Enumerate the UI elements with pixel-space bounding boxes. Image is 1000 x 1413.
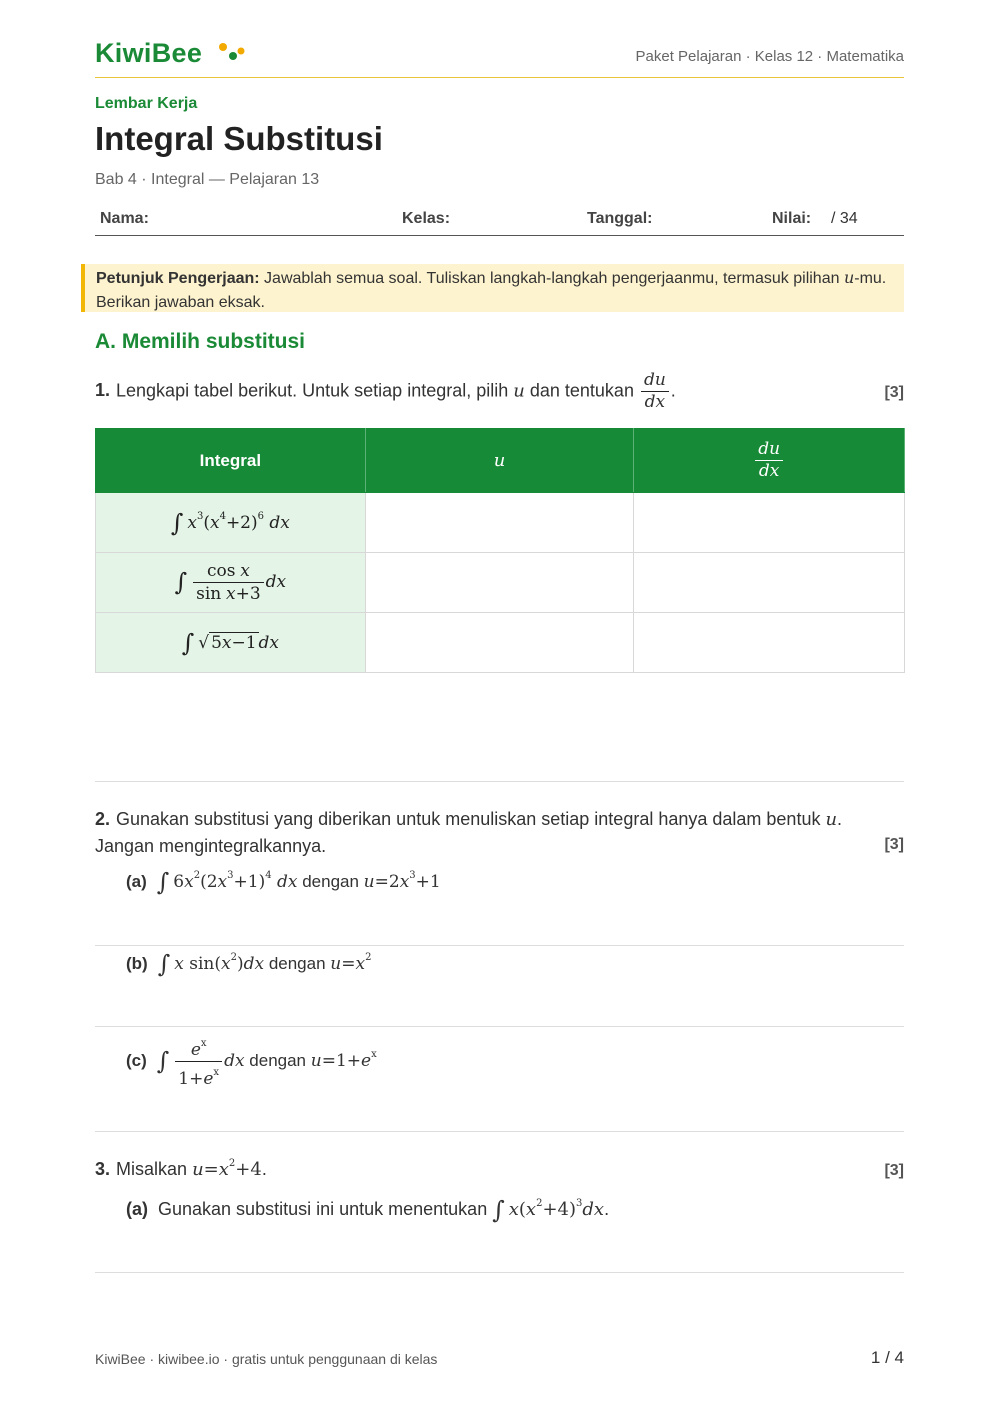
question-1-text-b: dan tentukan <box>524 380 639 401</box>
instructions-heading: Petunjuk Pengerjaan: <box>96 270 260 287</box>
instructions-text-b: -mu. Berikan jawaban eksak. <box>96 270 887 311</box>
question-2-text-b: Jangan mengintegralkannya. <box>95 836 327 856</box>
question-1-marks: [3] <box>884 384 904 401</box>
instructions-text-a: Jawablah semua soal. Tuliskan langkah-langkah pengerjaanmu, termasuk pilihan <box>259 270 844 287</box>
integral-cell: ∫ $\frac{\text{cos x}}{\text{sin x+3}}$ dx <box>96 553 366 613</box>
u-answer-cell[interactable] <box>365 613 634 673</box>
question-1-number: 1. <box>95 380 111 401</box>
breadcrumb: Paket Pelajaran · Kelas 12 · Matematika <box>635 48 904 65</box>
dudx-answer-cell[interactable] <box>634 553 905 613</box>
question-3-text: Misalkan <box>116 1159 188 1179</box>
u-answer-cell[interactable] <box>365 553 634 613</box>
section-a-title: A. Memilih substitusi <box>95 330 306 353</box>
question-3: 3. Misalkan $u=x^2+4$. <box>95 1158 267 1180</box>
bee-dots-icon <box>217 42 245 64</box>
question-1: 1. Lengkapi tabel berikut. Untuk setiap integral, pilih u dan tentukan $\frac{du}{dx}$ . <box>95 370 676 412</box>
page-title: Integral Substitusi <box>95 120 383 157</box>
question-2: 2. Gunakan substitusi yang diberikan untuk menuliskan setiap integral hanya dalam bentuk u. Jangan mengintegralkannya. <box>95 809 843 856</box>
question-1-var: u <box>513 380 525 402</box>
doc-kicker: Lembar Kerja <box>95 95 198 112</box>
divider <box>95 781 904 782</box>
divider <box>95 1026 904 1027</box>
table-row <box>96 493 905 553</box>
col-header-integral: Integral <box>96 429 366 493</box>
doc-subtitle: Bab 4 · Integral — Pelajaran 13 <box>95 171 320 188</box>
question-3a: (a) Gunakan substitusi ini untuk menentukan ∫ $x(x^2+4)^3dx$. <box>126 1196 610 1224</box>
question-3-number: 3. <box>95 1159 111 1179</box>
du-dx-fraction: $\frac{du}{dx}$ <box>641 370 669 413</box>
question-2-text: Gunakan substitusi yang diberikan untuk menuliskan setiap integral hanya dalam bentuk <box>116 809 826 829</box>
footer-credit: KiwiBee · kiwibee.io · gratis untuk penggunaan di kelas <box>95 1351 438 1367</box>
page-header <box>95 36 904 78</box>
student-info-row <box>95 200 904 236</box>
col-header-u: u <box>365 429 634 493</box>
instructions-var: u <box>843 268 855 287</box>
divider <box>95 1272 904 1273</box>
question-2a: (a) ∫ $6x^2(2x^3+1)^4$ dx dengan $u=2x^3+1$ <box>126 868 441 896</box>
score-total: / 34 <box>831 210 858 227</box>
col-header-du-dx: $\frac{du}{dx}$ <box>634 429 905 493</box>
score-label: Nilai: <box>772 210 812 227</box>
integral-cell: ∫ √ 5x−1 dx <box>96 613 366 673</box>
kiwibee-logo: KiwiBee <box>95 38 203 68</box>
divider <box>95 945 904 946</box>
date-label: Tanggal: <box>587 210 653 227</box>
question-2c: (c) ∫ $\frac{e^x}{1+e^x}$ dx dengan $u=1+e^x$ <box>126 1033 377 1090</box>
page-number: 1 / 4 <box>870 1348 904 1367</box>
class-label: Kelas: <box>402 210 451 227</box>
integral-cell: ∫ $x^3(x^4+2)^6$ dx <box>96 493 366 553</box>
table-row <box>96 613 905 673</box>
substitution-table <box>95 428 905 673</box>
table-header-row <box>96 429 905 493</box>
dudx-answer-cell[interactable] <box>634 613 905 673</box>
name-label: Nama: <box>100 210 149 227</box>
question-3-marks: [3] <box>884 1162 904 1179</box>
question-1-text: Lengkapi tabel berikut. Untuk setiap integral, pilih <box>116 380 514 401</box>
instructions-box <box>81 264 904 312</box>
question-2b: (b) ∫ x $\sin(x^2)dx$ dengan $u=x^2$ <box>126 950 372 978</box>
question-2-number: 2. <box>95 809 111 829</box>
question-2-marks: [3] <box>884 836 904 853</box>
table-row <box>96 553 905 613</box>
u-answer-cell[interactable] <box>365 493 634 553</box>
dudx-answer-cell[interactable] <box>634 493 905 553</box>
divider <box>95 1131 904 1132</box>
